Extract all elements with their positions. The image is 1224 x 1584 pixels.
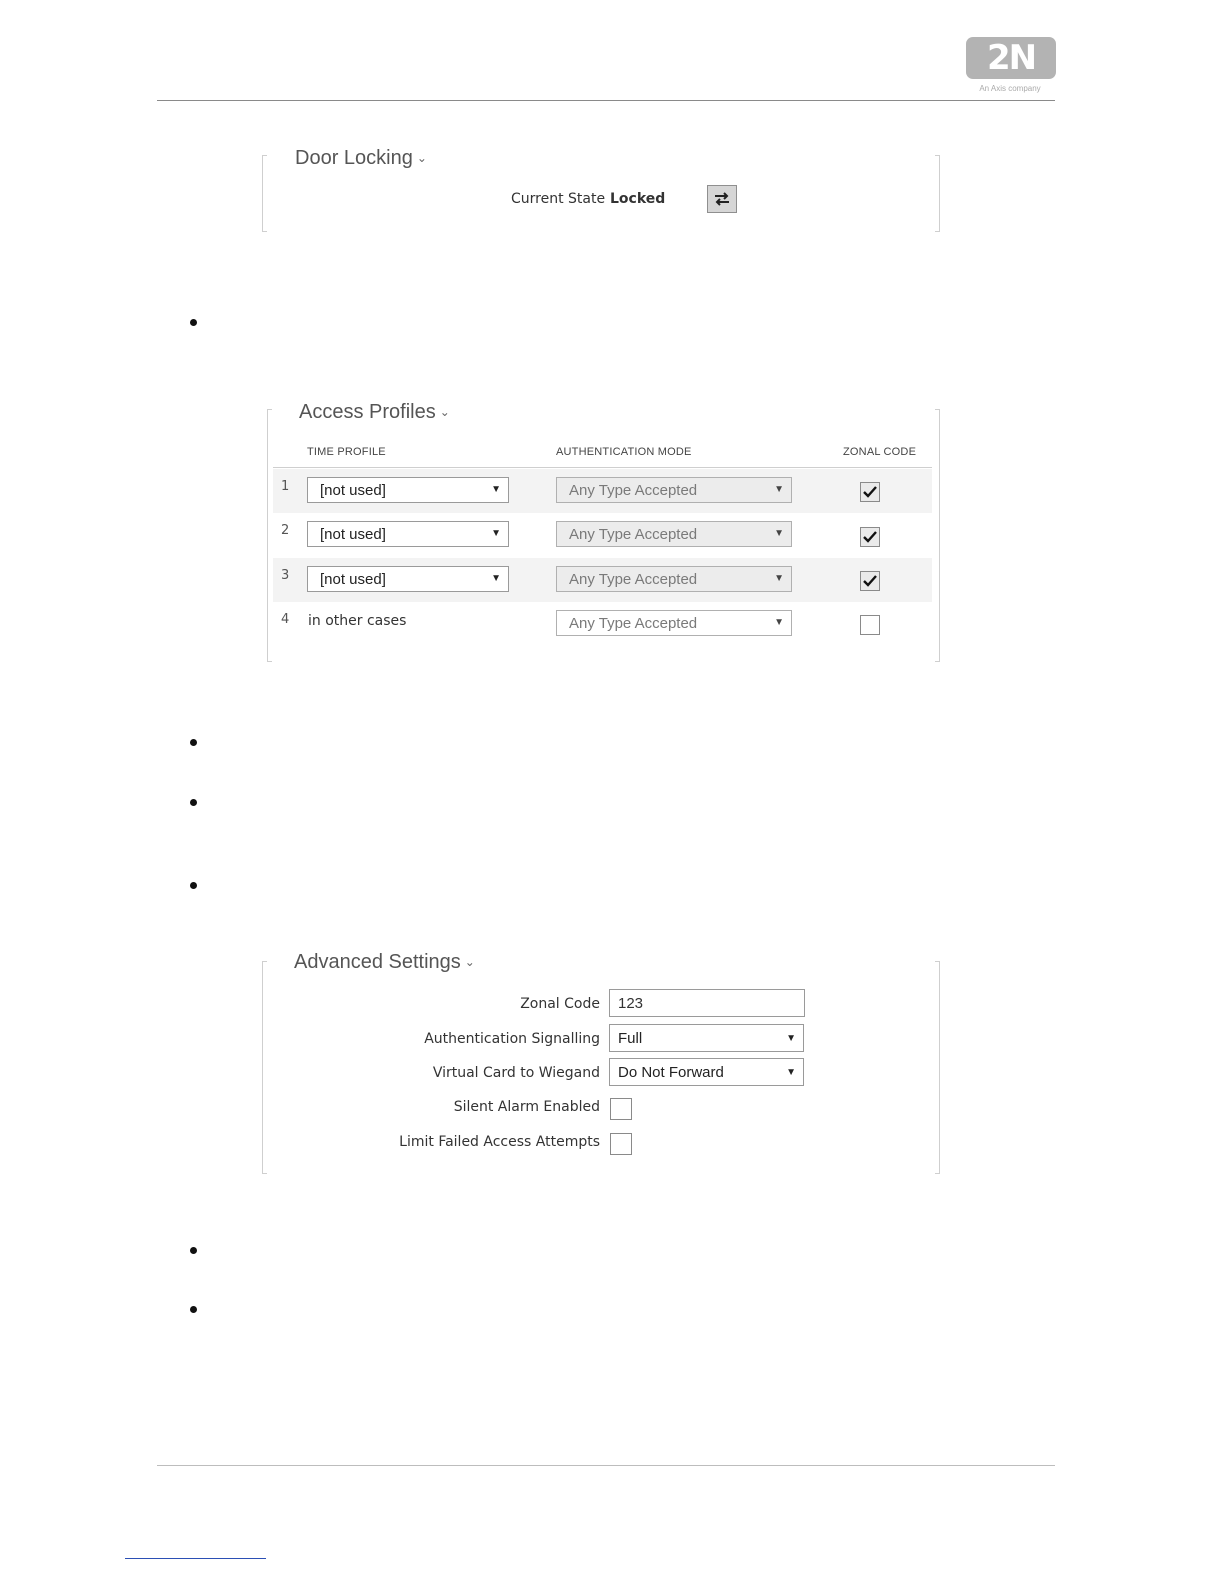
dropdown-arrow-icon: ▼ [774, 617, 784, 628]
current-state-label: Current State [511, 191, 606, 207]
door-locking-title-text: Door Locking [295, 147, 413, 169]
chevron-down-icon: ⌄ [464, 955, 475, 969]
current-state-value: Locked [610, 191, 666, 207]
table-header-divider [273, 467, 932, 468]
time-profile-select[interactable] [307, 566, 509, 592]
logo-tagline: An Axis company [979, 84, 1041, 93]
dropdown-arrow-icon: ▼ [491, 528, 501, 539]
header-divider [157, 100, 1055, 101]
panel-bracket-left [262, 961, 267, 1174]
checkmark-icon [863, 531, 877, 543]
col-time-profile: TIME PROFILE [307, 446, 386, 458]
checkmark-icon [863, 486, 877, 498]
swap-arrows-icon [713, 191, 731, 207]
select-value: [not used] [320, 571, 386, 588]
time-profile-select[interactable] [307, 521, 509, 547]
panel-bracket-left [267, 409, 272, 662]
zonal-code-checkbox[interactable] [860, 527, 880, 547]
panel-bracket-right [935, 409, 940, 662]
chevron-down-icon: ⌄ [439, 405, 450, 419]
time-profile-select[interactable] [307, 477, 509, 503]
time-profile-text: in other cases [308, 613, 407, 629]
virtual-card-label: Virtual Card to Wiegand [432, 1065, 600, 1081]
select-value: [not used] [320, 526, 386, 543]
bullet-point [190, 1306, 197, 1313]
limit-failed-checkbox[interactable] [610, 1133, 632, 1155]
row-number: 3 [281, 568, 290, 583]
select-value: Any Type Accepted [569, 615, 698, 632]
advanced-settings-title-text: Advanced Settings [294, 951, 461, 973]
zonal-code-input[interactable] [609, 989, 805, 1017]
col-zonal-code: ZONAL CODE [843, 446, 917, 458]
bullet-point [190, 882, 197, 889]
input-value: 123 [618, 995, 644, 1012]
silent-alarm-checkbox[interactable] [610, 1098, 632, 1120]
zonal-code-checkbox[interactable] [860, 615, 880, 635]
silent-alarm-label: Silent Alarm Enabled [453, 1099, 600, 1115]
select-value: Full [618, 1030, 643, 1047]
zonal-code-checkbox[interactable] [860, 571, 880, 591]
brand-logo [966, 37, 1056, 79]
zonal-code-checkbox[interactable] [860, 482, 880, 502]
auth-signalling-label: Authentication Signalling [424, 1031, 600, 1047]
limit-failed-label: Limit Failed Access Attempts [399, 1134, 600, 1150]
door-locking-title[interactable] [295, 147, 427, 170]
dropdown-arrow-icon: ▼ [786, 1033, 796, 1044]
dropdown-arrow-icon: ▼ [774, 484, 784, 495]
panel-bracket-left [262, 155, 267, 232]
auth-signalling-select[interactable] [609, 1024, 804, 1052]
auth-mode-select[interactable] [556, 477, 792, 503]
dropdown-arrow-icon: ▼ [774, 573, 784, 584]
auth-mode-select[interactable] [556, 566, 792, 592]
bullet-point [190, 1247, 197, 1254]
footer-divider [157, 1465, 1055, 1466]
select-value: Any Type Accepted [569, 482, 698, 499]
col-auth-mode: AUTHENTICATION MODE [556, 446, 692, 458]
dropdown-arrow-icon: ▼ [491, 573, 501, 584]
select-value: Any Type Accepted [569, 571, 698, 588]
logo-text: 2N [986, 38, 1036, 78]
footer-link-underline[interactable] [125, 1558, 266, 1559]
checkmark-icon [863, 575, 877, 587]
select-value: Do Not Forward [618, 1064, 724, 1081]
panel-bracket-right [935, 155, 940, 232]
virtual-card-select[interactable] [609, 1058, 804, 1086]
advanced-settings-title[interactable] [294, 951, 475, 974]
row-number: 2 [281, 523, 290, 538]
dropdown-arrow-icon: ▼ [491, 484, 501, 495]
bullet-point [190, 319, 197, 326]
select-value: [not used] [320, 482, 386, 499]
auth-mode-select[interactable] [556, 610, 792, 636]
panel-bracket-right [935, 961, 940, 1174]
row-number: 4 [281, 612, 290, 627]
bullet-point [190, 739, 197, 746]
auth-mode-select[interactable] [556, 521, 792, 547]
lock-toggle-button[interactable] [707, 185, 737, 213]
access-profiles-title-text: Access Profiles [299, 401, 436, 423]
access-profiles-title[interactable] [299, 401, 450, 424]
advanced-settings-panel [262, 961, 940, 1174]
row-number: 1 [281, 479, 290, 494]
select-value: Any Type Accepted [569, 526, 698, 543]
bullet-point [190, 799, 197, 806]
dropdown-arrow-icon: ▼ [786, 1067, 796, 1078]
zonal-code-label: Zonal Code [520, 996, 600, 1012]
chevron-down-icon: ⌄ [416, 151, 427, 165]
dropdown-arrow-icon: ▼ [774, 528, 784, 539]
